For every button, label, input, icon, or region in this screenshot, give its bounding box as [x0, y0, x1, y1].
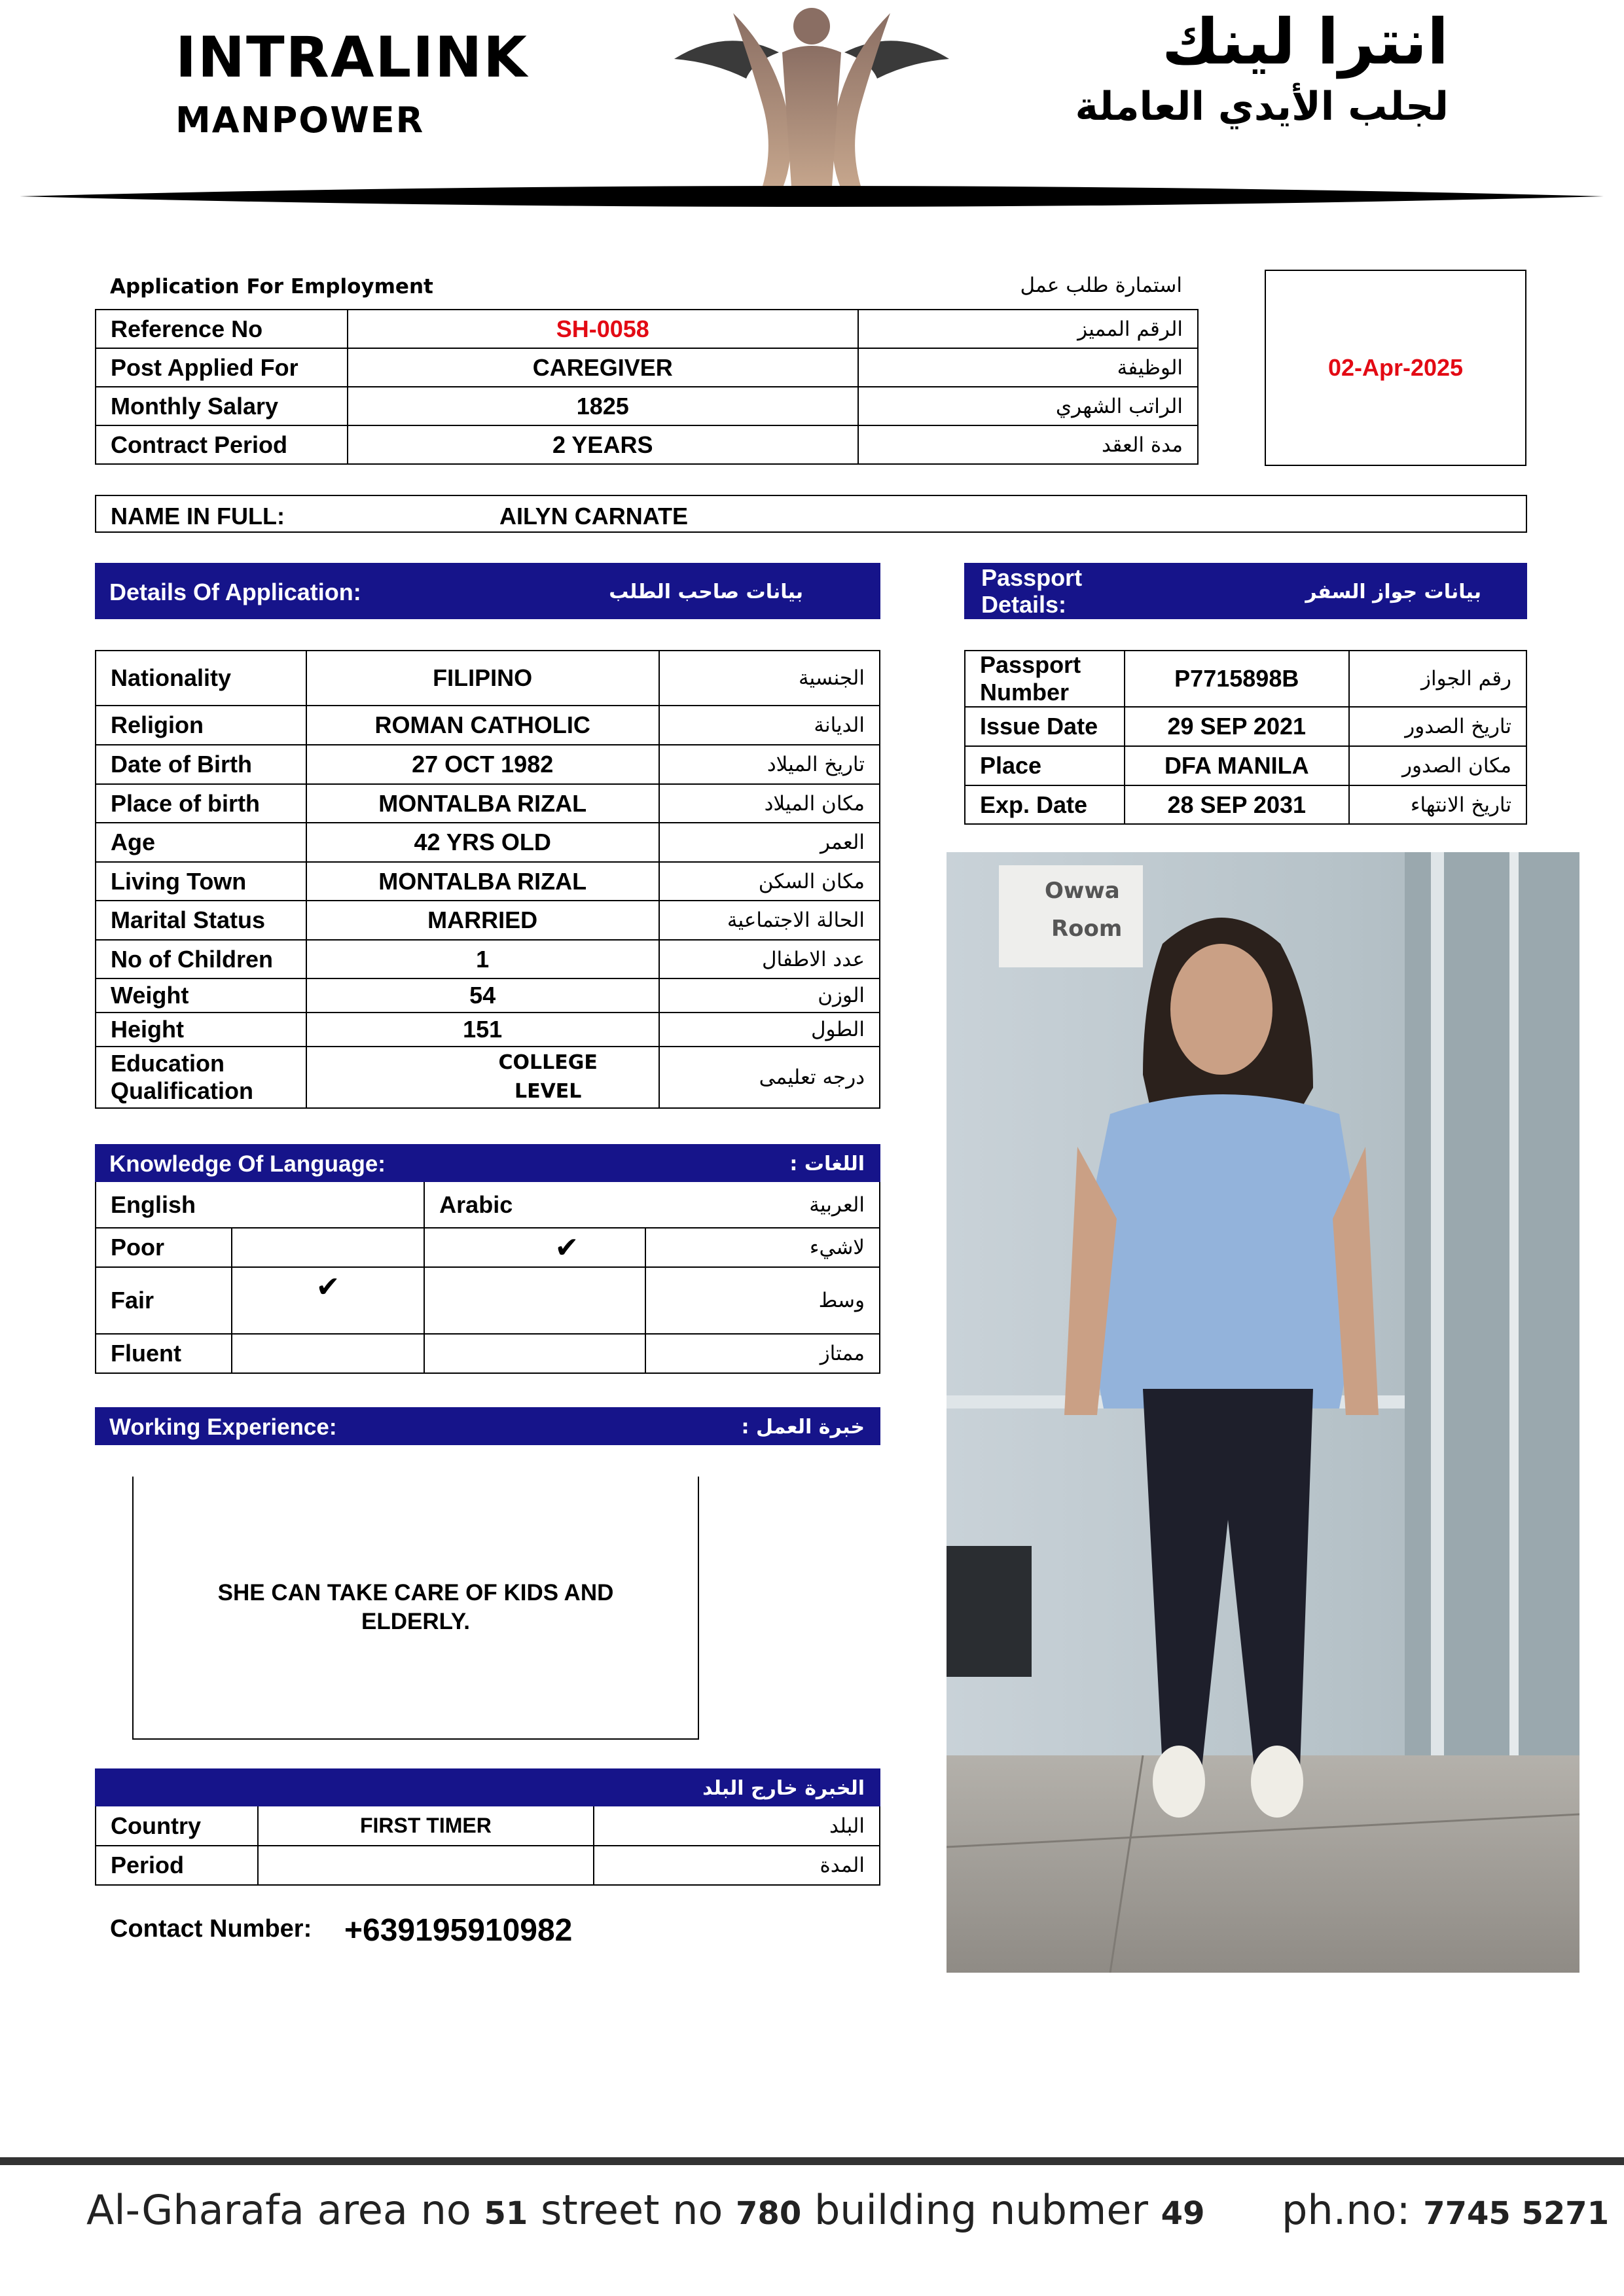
- field-value: 54: [306, 978, 659, 1013]
- experience-title-arabic: خبرة العمل :: [741, 1416, 865, 1439]
- field-label-arabic: الوظيفة: [858, 348, 1198, 387]
- field-label: Place of birth: [96, 784, 306, 823]
- arabic-header-arabic: العربية: [645, 1182, 880, 1228]
- contact-number: +639195910982: [344, 1913, 573, 1948]
- field-value: FILIPINO: [306, 651, 659, 706]
- arabic-fair-check: [424, 1267, 645, 1334]
- field-label: Reference No: [96, 310, 348, 348]
- english-fluent-check: [232, 1334, 424, 1373]
- period-value: [258, 1846, 594, 1885]
- table-row: [96, 1047, 880, 1108]
- header-divider: [0, 177, 1624, 216]
- table-row: [96, 706, 880, 745]
- passport-number: P7715898B: [1125, 651, 1349, 707]
- experience-header-bar: [95, 1407, 880, 1445]
- field-label-arabic: العمر: [659, 823, 880, 862]
- table-row: [96, 425, 1198, 464]
- field-label-arabic: تاريخ الميلاد: [659, 745, 880, 784]
- abroad-table: [95, 1806, 880, 1886]
- language-table: [95, 1182, 880, 1374]
- field-label: Contract Period: [96, 425, 348, 464]
- full-name-box: [95, 495, 1527, 533]
- field-value: 27 OCT 1982: [306, 745, 659, 784]
- details-header-bar: [95, 563, 880, 619]
- field-value: CAREGIVER: [348, 348, 858, 387]
- field-value: 1825: [348, 387, 858, 425]
- table-row: [96, 310, 1198, 348]
- footer-phone: ph.no: 7745 5271: [1282, 2186, 1610, 2234]
- company-logo-icon: [668, 0, 956, 196]
- field-label: Living Town: [96, 862, 306, 901]
- field-label-arabic: مكان السكن: [659, 862, 880, 901]
- field-label-arabic: عدد الاطفال: [659, 940, 880, 978]
- field-label-arabic: الديانة: [659, 706, 880, 745]
- field-label: Place: [965, 746, 1125, 785]
- application-title: Application For Employment: [110, 275, 433, 298]
- arabic-fluent-check: [424, 1334, 645, 1373]
- passport-title-arabic: بيانات جواز السفر: [1305, 581, 1481, 603]
- passport-header-bar: [964, 563, 1527, 619]
- table-row: [96, 978, 880, 1013]
- footer-address: Al-Gharafa area no 51 street no 780 building nubmer 49: [86, 2186, 1205, 2234]
- table-row: [96, 823, 880, 862]
- field-value: MONTALBA RIZAL: [306, 784, 659, 823]
- language-level-arabic: وسط: [645, 1267, 880, 1334]
- english-header: English: [96, 1182, 424, 1228]
- language-level-arabic: ممتاز: [645, 1334, 880, 1373]
- field-label-arabic: درجه تعليمى: [659, 1047, 880, 1108]
- table-row: [96, 784, 880, 823]
- field-label-arabic: البلد: [594, 1806, 880, 1846]
- passport-table: [964, 650, 1527, 825]
- field-label: Weight: [96, 978, 306, 1013]
- field-label: Country: [96, 1806, 258, 1846]
- applicant-photo: [947, 852, 1579, 1973]
- experience-box: [132, 1477, 699, 1740]
- language-title: Knowledge Of Language:: [109, 1151, 386, 1177]
- table-row: [96, 1334, 880, 1373]
- language-title-arabic: اللغات :: [789, 1153, 865, 1175]
- table-row: [96, 1267, 880, 1334]
- field-label: Issue Date: [965, 707, 1125, 746]
- table-row: [96, 901, 880, 940]
- abroad-title-arabic: الخبرة خارج البلد: [702, 1777, 865, 1800]
- field-value: 42 YRS OLD: [306, 823, 659, 862]
- application-date: 02-Apr-2025: [1265, 270, 1526, 466]
- field-value: DFA MANILA: [1125, 746, 1349, 785]
- english-poor-check: [232, 1228, 424, 1267]
- table-row: [96, 940, 880, 978]
- table-row: [96, 862, 880, 901]
- field-label-arabic: الجنسية: [659, 651, 880, 706]
- field-label: Passport Number: [965, 651, 1125, 707]
- field-label-arabic: الوزن: [659, 978, 880, 1013]
- field-label: Exp. Date: [965, 785, 1125, 824]
- field-label-arabic: الطول: [659, 1013, 880, 1047]
- field-value: 28 SEP 2031: [1125, 785, 1349, 824]
- field-label-arabic: مكان الميلاد: [659, 784, 880, 823]
- field-label-arabic: مكان الصدور: [1349, 746, 1526, 785]
- country-value: FIRST TIMER: [258, 1806, 594, 1846]
- language-header-bar: [95, 1144, 880, 1182]
- field-value: MARRIED: [306, 901, 659, 940]
- field-label: No of Children: [96, 940, 306, 978]
- field-label: Religion: [96, 706, 306, 745]
- language-level-arabic: لاشيء: [645, 1228, 880, 1267]
- language-level-label: Poor: [96, 1228, 232, 1267]
- field-label-arabic: الراتب الشهري: [858, 387, 1198, 425]
- table-row: [96, 348, 1198, 387]
- field-label-arabic: تاريخ الصدور: [1349, 707, 1526, 746]
- field-label: Period: [96, 1846, 258, 1885]
- table-row: [96, 1182, 880, 1228]
- application-table: [95, 309, 1199, 465]
- contact-label: Contact Number:: [110, 1915, 312, 1943]
- arabic-poor-check: ✔: [424, 1228, 645, 1267]
- table-row: [96, 651, 880, 706]
- company-name: INTRALINK: [175, 25, 528, 90]
- field-value: ROMAN CATHOLIC: [306, 706, 659, 745]
- company-subtitle-arabic: لجلب الأيدي العاملة: [1075, 84, 1449, 130]
- footer-divider: [0, 2157, 1624, 2165]
- field-value: 2 YEARS: [348, 425, 858, 464]
- field-label: Marital Status: [96, 901, 306, 940]
- applicant-photo-image: [947, 852, 1579, 1973]
- passport-title: Passport Details:: [981, 564, 1083, 618]
- application-title-arabic: استمارة طلب عمل: [1020, 274, 1182, 297]
- field-value: COLLEGE LEVEL: [306, 1047, 659, 1108]
- field-label-arabic: مدة العقد: [858, 425, 1198, 464]
- experience-text: SHE CAN TAKE CARE OF KIDS AND ELDERLY.: [217, 1580, 614, 1634]
- field-value: 1: [306, 940, 659, 978]
- field-label: Age: [96, 823, 306, 862]
- abroad-header-bar: [95, 1768, 880, 1806]
- table-row: [965, 785, 1526, 824]
- full-name-value: AILYN CARNATE: [499, 503, 689, 529]
- field-label-arabic: رقم الجواز: [1349, 651, 1526, 707]
- field-label: Height: [96, 1013, 306, 1047]
- experience-title: Working Experience:: [109, 1414, 337, 1440]
- field-label-arabic: تاريخ الانتهاء: [1349, 785, 1526, 824]
- field-label: Education Qualification: [96, 1047, 306, 1108]
- photo-sign-line1: Owwa: [1045, 878, 1120, 904]
- table-row: [965, 707, 1526, 746]
- table-row: [96, 387, 1198, 425]
- english-fair-check: ✔: [232, 1267, 424, 1334]
- full-name-label: NAME IN FULL:: [111, 503, 285, 529]
- photo-sign-line2: Room: [1051, 916, 1123, 942]
- table-row: [96, 1846, 880, 1885]
- field-label: Nationality: [96, 651, 306, 706]
- table-row: [96, 745, 880, 784]
- reference-number: SH-0058: [348, 310, 858, 348]
- details-table: [95, 650, 880, 1109]
- field-label-arabic: المدة: [594, 1846, 880, 1885]
- field-label: Post Applied For: [96, 348, 348, 387]
- field-value: MONTALBA RIZAL: [306, 862, 659, 901]
- details-title: Details Of Application:: [109, 579, 361, 605]
- company-name-arabic: انترا لينك: [1162, 5, 1449, 79]
- language-level-label: Fluent: [96, 1334, 232, 1373]
- company-subtitle: MANPOWER: [175, 99, 425, 141]
- table-row: [965, 651, 1526, 707]
- table-row: [96, 1228, 880, 1267]
- field-value: 151: [306, 1013, 659, 1047]
- table-row: [96, 1806, 880, 1846]
- arabic-header: Arabic: [424, 1182, 645, 1228]
- language-level-label: Fair: [96, 1267, 232, 1334]
- field-label-arabic: الرقم المميز: [858, 310, 1198, 348]
- table-row: [96, 1013, 880, 1047]
- field-value: 29 SEP 2021: [1125, 707, 1349, 746]
- details-title-arabic: بيانات صاحب الطلب: [609, 581, 803, 603]
- table-row: [965, 746, 1526, 785]
- field-label: Date of Birth: [96, 745, 306, 784]
- field-label-arabic: الحالة الاجتماعية: [659, 901, 880, 940]
- field-label: Monthly Salary: [96, 387, 348, 425]
